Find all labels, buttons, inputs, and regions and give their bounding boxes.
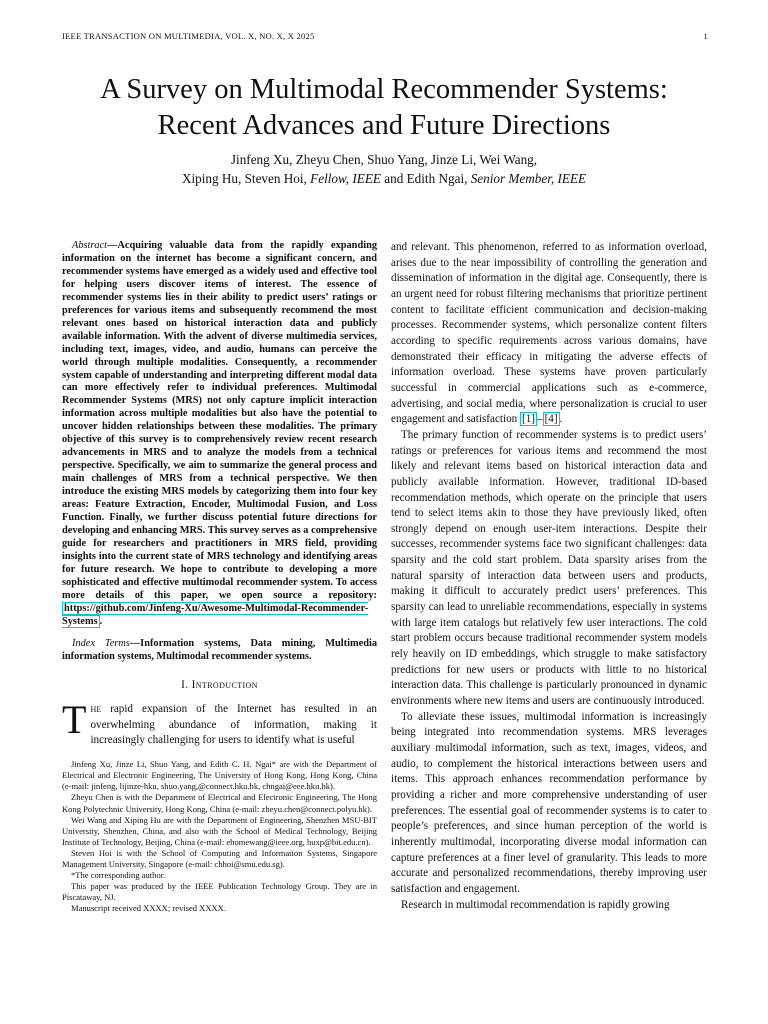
author-footnotes [62, 759, 377, 914]
title-line-2: Recent Advances and Future Directions [157, 110, 611, 141]
fellow-title: Fellow, IEEE [310, 171, 381, 186]
journal-name: IEEE TRANSACTION ON MULTIMEDIA, VOL. X, NO. X, X 2025 [62, 31, 315, 41]
footnote: Manuscript received XXXX; revised XXXX. [71, 903, 226, 914]
citation-link[interactable]: [4] [544, 413, 558, 426]
author-list [0, 150, 768, 188]
intro-paragraph-3: To alleviate these issues, multimodal information is increasingly being integrated into recommendation systems. MRS leverages auxiliary multimodal information, such as text, images, videos, and audio, to complement the historical interactions between users and items. This approach enhances recommendation performance by providing a richer and more comprehensive understanding of user preferences. The essential goal of recommender systems is to cater to people’s preferences, and since human perception of the world is inherently multimodal, incorporating diverse modal information can capture preferences at a finer level of granularity. This leads to more accurate and personalized recommendations, thereby improving user satisfaction and engagement. [391, 710, 707, 895]
footnote: Wei Wang and Xiping Hu are with the Department of Engineering, Shenzhen MSU-BIT University, Shenzhen, China, and also with the School of Medical Technology, Beijing Institute of Technology, Beijing, China (e-mail: ehomewang@ieee.org, huxp@bit.edu.cn). [62, 814, 377, 847]
footnote: Zheyu Chen is with the Department of Electrical and Electronic Engineering, The Hong Kong Polytechnic University, Hong Kong, China (e-mail: zheyu.chen@connect.polyu.hk). [62, 792, 377, 814]
footnote: *The corresponding author. [71, 870, 166, 881]
index-terms-body: —Information systems, Data mining, Multimedia information systems, Multimodal recommender systems. [62, 637, 377, 662]
authors-line-1: Jinfeng Xu, Zheyu Chen, Shuo Yang, Jinze Li, Wei Wang, [230, 152, 538, 167]
index-terms-label: Index Terms [72, 637, 130, 649]
left-column [62, 240, 377, 914]
paper-title [0, 72, 768, 144]
index-terms [62, 638, 377, 664]
footnote: Steven Hoi is with the School of Computing and Information Systems, Singapore Management University, Singapore (e-mail: chhoi@smu.edu.sg). [62, 847, 377, 869]
drop-cap: T [62, 697, 87, 743]
right-column [391, 240, 707, 913]
intro-paragraph-1-continued: and relevant. This phenomenon, referred to as information overload, arises due to the near impossibility of controlling the generation and dissemination of information in the digital age. Consequently, there is an urgent need for robust filtering mechanisms that prioritize pertinent content to facilitate efficient communication and decision-making processes. Recommender systems, which personalize content filters according to specific requirements across various domains, have demonstrated their efficacy in mitigating the adverse effects of information overload. These systems have proven particularly successful in commercial applications such as e-commerce, advertising, and social media, where personalization is crucial to user engagement and satisfaction [1] – [4] . [391, 241, 707, 426]
footnote: This paper was produced by the IEEE Publication Technology Group. They are in Piscataway, NJ. [62, 881, 377, 903]
running-header [62, 31, 708, 41]
senior-member-title: Senior Member, IEEE [470, 171, 587, 186]
section-heading-introduction: I. Introduction [181, 678, 258, 691]
title-line-1: A Survey on Multimodal Recommender Systems: [100, 74, 668, 105]
authors-line-2a: Xiping Hu, Steven Hoi, [181, 171, 311, 186]
intro-paragraph-1: The rapid expansion of the Internet has resulted in an overwhelming abundance of information, making it increasingly challenging for users to identify what is useful [62, 697, 377, 747]
intro-paragraph-4: Research in multimodal recommendation is rapidly growing [401, 898, 670, 911]
abstract-body: —Acquiring valuable data from the rapidly expanding information on the internet has become a significant concern, and recommender systems have emerged as a widely used and effective tool for helping users discover items of interest. The essence of recommender systems lies in their ability to predict users’ ratings or preferences for various items and subsequently recommend the most relevant ones based on historical interaction data and publicly available information. With the advent of diverse multimedia services, including text, images, video, and audio, humans can perceive the world through multiple modalities. Consequently, a recommender system capable of understanding and interpreting different modal data can more effectively refer to individual preferences. Multimodal Recommender Systems (MRS) not only capture implicit interaction information across multiple modalities but also have the potential to uncover hidden relationships between these modalities. The primary objective of this survey is to comprehensively review recent research advancements in MRS and to analyze the models from a technical perspective. Specifically, we aim to summarize the general process and main challenges of MRS from a technical perspective. We then introduce the existing MRS models by categorizing them into four key areas: Feature Extraction, Encoder, Multimodal Fusion, and Loss Function. Finally, we further discuss potential future directions for developing and enhancing MRS. This survey serves as a comprehensive guide for researchers and practitioners in MRS field, providing insights into the current state of MRS technology and identifying areas for future research. We hope to contribute to developing a more sophisticated and effective multimodal recommender system. To access more details of this paper, we open source a repository: [62, 240, 377, 601]
page-number: 1 [703, 31, 708, 41]
abstract-label: Abstract [72, 240, 108, 251]
abstract: Abstract—Acquiring valuable data from the rapidly expanding information on the internet has become a significant concern, and recommender systems have emerged as a widely used and effective tool for helping users discover items of interest. The essence of recommender systems lies in their ability to predict users’ ratings or preferences for various items and subsequently recommend the most relevant ones based on historical interaction data and publicly available information. With the advent of diverse multimedia services, including text, images, video, and audio, humans can perceive the world through multiple modalities. Consequently, a recommender system capable of understanding and interpreting different modal data can more effectively refer to individual preferences. Multimodal Recommender Systems (MRS) not only capture implicit interaction information across multiple modalities but also have the potential to uncover hidden relationships between these modalities. The primary objective of this survey is to comprehensively review recent research advancements in MRS and to analyze the models from a technical perspective. Specifically, we aim to summarize the general process and main challenges of MRS from a technical perspective. We then introduce the existing MRS models by categorizing them into four key areas: Feature Extraction, Encoder, Multimodal Fusion, and Loss Function. Finally, we further discuss potential future directions for developing and enhancing MRS. This survey serves as a comprehensive guide for researchers and practitioners in MRS field, providing insights into the current state of MRS technology and identifying areas for future research. We hope to contribute to developing a more sophisticated and effective multimodal recommender system. To access more details of this paper, we open source a repository: https://github.com/Jinfeng-Xu/Awesome-Multimodal-Recommender-Systems . [62, 240, 377, 627]
citation-link[interactable]: [1] [522, 413, 535, 426]
repository-link[interactable]: https://github.com/Jinfeng-Xu/Awesome-Multimodal-Recommender-Systems [62, 602, 369, 627]
authors-line-2b: and Edith Ngai, [380, 171, 471, 186]
intro-paragraph-2: The primary function of recommender systems is to predict users’ ratings or preferences for various items and recommend the most likely and relevant items based on historical interaction data and publicly available information. However, traditional ID-based recommendation methods, which operate on the principle that users tend to select items akin to those they have previously liked, often strongly depend on enough user-item interactions. Despite their successes, recommender systems face two significant challenges: data sparsity and the cold start problem. Data sparsity arises from the natural sparsity of interaction data between users and products, making it difficult to accurately predict users’ preferences. This sparsity can lead to unreliable recommendations, especially in systems with large item catalogs but relatively few user interactions. The cold start problem occurs because traditional recommender system models rely heavily on ID embeddings, which struggle to make satisfactory predictions for new users or products with little to no historical interaction data. This challenge is particularly pronounced in dynamic environments where new items and users are continuously introduced. [391, 428, 707, 708]
footnote: Jinfeng Xu, Jinze Li, Shuo Yang, and Edith C. H. Ngai* are with the Department of Electrical and Electronic Engineering, The University of Hong Kong, Hong Kong, China (e-mail: jinfeng, lijinze-hku, shuo.yang,@connect.hku.hk, chngai@eee.hku.hk). [62, 759, 377, 792]
